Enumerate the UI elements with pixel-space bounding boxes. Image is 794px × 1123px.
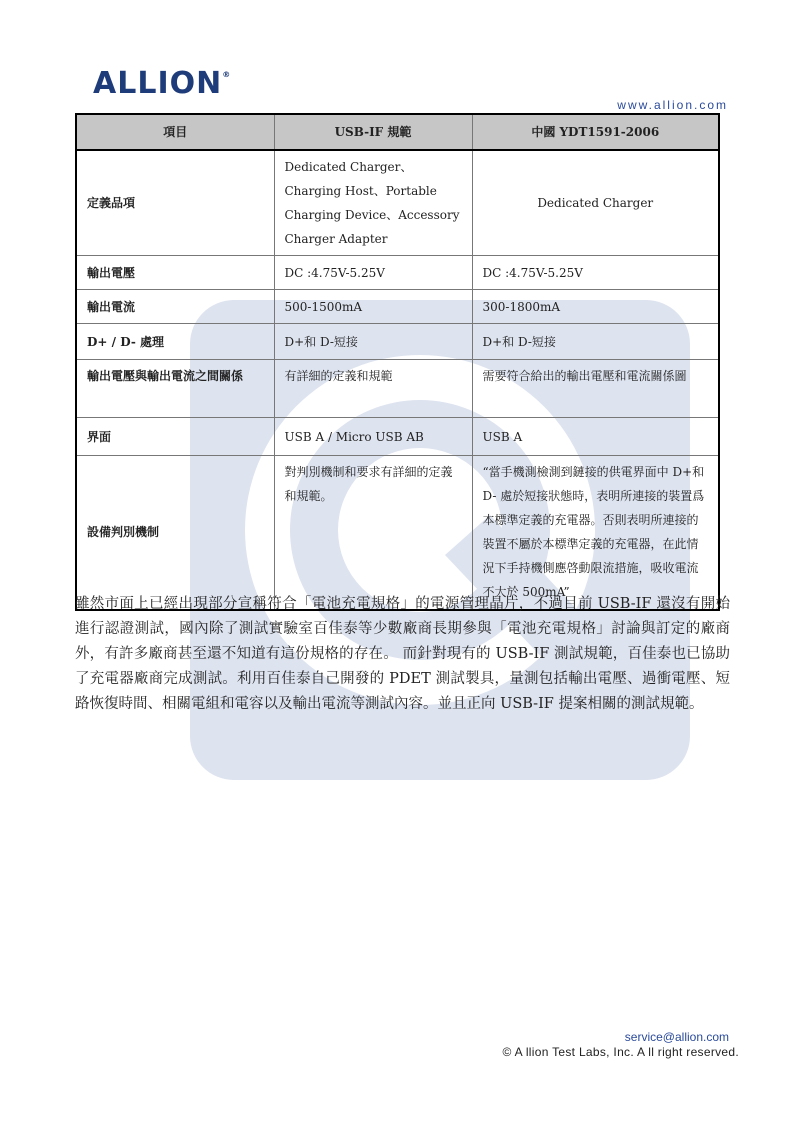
website-link[interactable]: www.allion.com (617, 98, 728, 112)
china-cell: Dedicated Charger (472, 150, 719, 256)
row-label: 定義品項 (76, 150, 274, 256)
body-paragraph: 雖然市面上已經出現部分宣稱符合「電池充電規格」的電源管理晶片，不過目前 USB-IF 還沒有開始進行認證測試，國內除了測試實驗室百佳泰等少數廠商長期參與「電池充電規格」討論與訂定的廠商外，有許多廠商甚至還不知道有這份規格的存在。 而針對現有的 USB-IF 測試規範，百佳泰也已協助了充電器廠商完成測試。利用百佳泰自己開發的 PDET 測試製具，量測包括輸出電壓、過衝電壓、短路恢復時間、相關電組和電容以及輸出電流等測試內容。並且正向 USB-IF 提案相關的測試規範。 (75, 596, 730, 712)
china-cell: 300-1800mA (472, 290, 719, 324)
allion-logo: ALLION® (93, 66, 232, 101)
comparison-table (75, 113, 720, 611)
row-label: D+ / D- 處理 (76, 324, 274, 360)
usbif-cell: 對判別機制和要求有詳細的定義和規範。 (274, 456, 472, 610)
table-row (76, 418, 719, 456)
china-cell: DC :4.75V-5.25V (472, 256, 719, 290)
table-header-row (76, 114, 719, 150)
header-item: 項目 (76, 114, 274, 150)
footer (502, 1030, 739, 1060)
row-label: 輸出電流 (76, 290, 274, 324)
china-cell: USB A (472, 418, 719, 456)
usbif-cell: D+和 D-短接 (274, 324, 472, 360)
table-row (76, 256, 719, 290)
footer-copyright: © A llion Test Labs, Inc. A ll right reserved. (502, 1045, 739, 1059)
china-cell: D+和 D-短接 (472, 324, 719, 360)
usbif-cell: DC :4.75V-5.25V (274, 256, 472, 290)
usbif-cell: USB A / Micro USB AB (274, 418, 472, 456)
usbif-cell: Dedicated Charger、Charging Host、Portable Charging Device、Accessory Charger Adapter (274, 150, 472, 256)
table-row (76, 360, 719, 418)
row-label: 輸出電壓與輸出電流之間關係 (76, 360, 274, 418)
header-usbif: USB-IF 規範 (274, 114, 472, 150)
table-row (76, 324, 719, 360)
table-row (76, 456, 719, 610)
row-label: 輸出電壓 (76, 256, 274, 290)
table-row (76, 150, 719, 256)
footer-email-link[interactable]: service@allion.com (624, 1030, 729, 1044)
header-china: 中國 YDT1591-2006 (472, 114, 719, 150)
usbif-cell: 有詳細的定義和規範 (274, 360, 472, 418)
row-label: 界面 (76, 418, 274, 456)
row-label: 設備判別機制 (76, 456, 274, 610)
usbif-cell: 500-1500mA (274, 290, 472, 324)
china-cell: “當手機測檢測到鏈接的供電界面中 D+和 D- 處於短接狀態時，表明所連接的裝置爲本標準定義的充電器。否則表明所連接的裝置不屬於本標準定義的充電器，在此情況下手持機側應啓動限流措施，吸收電流不大於 500mA” (472, 456, 719, 610)
table-row (76, 290, 719, 324)
china-cell: 需要符合給出的輸出電壓和電流關係圖 (472, 360, 719, 418)
